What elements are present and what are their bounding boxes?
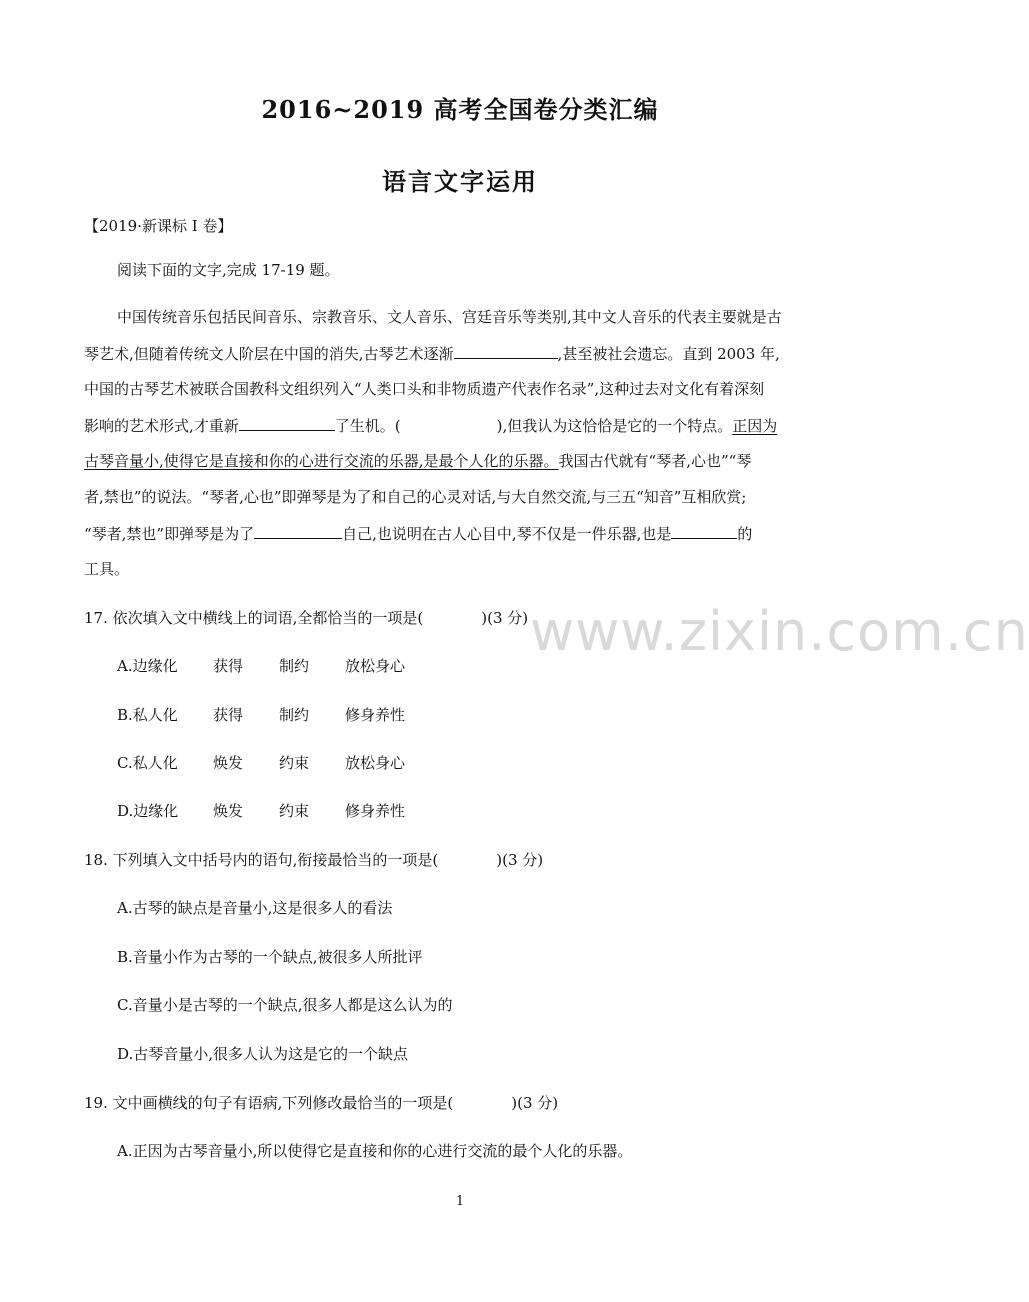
passage-text: 影响的艺术形式,才重新 <box>84 417 239 435</box>
passage-text: 我国古代就有“琴者,心也”“琴 <box>558 452 752 470</box>
option-cell: B.私人化 <box>117 706 178 724</box>
passage-line <box>84 343 840 364</box>
question-score: )(3 分) <box>481 609 529 627</box>
q18-option-c: C.音量小是古琴的一个缺点,很多人都是这么认为的 <box>117 996 453 1014</box>
question-18-stem <box>84 850 840 870</box>
passage-text: “琴者,禁也”即弹琴是为了 <box>84 525 255 543</box>
passage-line: 中国传统音乐包括民间音乐、宗教音乐、文人音乐、宫廷音乐等类别,其中文人音乐的代表主要就是古 <box>117 308 782 326</box>
question-text: 18. 下列填入文中括号内的语句,衔接最恰当的一项是( <box>84 851 439 869</box>
q17-option-b <box>117 705 405 725</box>
question-score: )(3 分) <box>496 851 544 869</box>
page-title: 2016~2019 高考全国卷分类汇编 <box>261 95 659 124</box>
passage-line: 工具。 <box>84 560 130 578</box>
page-subtitle: 语言文字运用 <box>382 167 538 196</box>
option-cell: A.边缘化 <box>117 657 178 675</box>
question-text: 17. 依次填入文中横线上的词语,全都恰当的一项是( <box>84 609 424 627</box>
q17-option-d <box>117 801 405 821</box>
watermark: www.zixin.com.cn <box>530 600 1029 663</box>
underlined-sentence: 正因为 <box>732 417 778 435</box>
question-19-stem <box>84 1093 840 1113</box>
passage-text: 的 <box>737 525 753 543</box>
option-cell: C.私人化 <box>117 754 178 772</box>
option-cell: 焕发 <box>213 802 244 820</box>
passage-text: ),但我认为这恰恰是它的一个特点。 <box>496 417 733 435</box>
page-number: 1 <box>455 1194 465 1209</box>
option-cell: 约束 <box>279 802 310 820</box>
passage-text: 琴艺术,但随着传统文人阶层在中国的消失,古琴艺术逐渐 <box>84 345 454 363</box>
question-text: 19. 文中画横线的句子有语病,下列修改最恰当的一项是( <box>84 1094 454 1112</box>
passage-line: 中国的古琴艺术被联合国教科文组织列入“人类口头和非物质遗产代表作名录”,这种过去对文化有着深刻 <box>84 380 765 398</box>
option-cell: 制约 <box>279 657 310 675</box>
option-cell: 约束 <box>279 754 310 772</box>
fill-blank <box>671 523 737 539</box>
option-cell: D.边缘化 <box>117 802 179 820</box>
question-score: )(3 分) <box>511 1094 559 1112</box>
option-cell: 获得 <box>213 657 244 675</box>
underlined-sentence: 古琴音量小,使得它是直接和你的心进行交流的乐器,是最个人化的乐器。 <box>84 452 559 470</box>
option-cell: 制约 <box>279 706 310 724</box>
option-cell: 修身养性 <box>345 706 406 724</box>
fill-blank <box>239 415 335 431</box>
option-cell: 放松身心 <box>345 657 406 675</box>
section-tag: 【2019·新课标 I 卷】 <box>84 217 233 235</box>
option-cell: 焕发 <box>213 754 244 772</box>
passage-text: ,甚至被社会遗忘。直到 2003 年, <box>557 345 780 363</box>
passage-line <box>84 451 840 471</box>
passage-line <box>84 415 840 436</box>
option-cell: 修身养性 <box>345 802 406 820</box>
passage-text: 了生机。( <box>334 417 401 435</box>
passage-line <box>84 523 840 544</box>
fill-blank <box>254 523 342 539</box>
passage-line: 者,禁也”的说法。“琴者,心也”即弹琴是为了和自己的心灵对话,与大自然交流,与三五“知音”互相欣赏; <box>84 488 747 506</box>
q19-option-a: A.正因为古琴音量小,所以使得它是直接和你的心进行交流的最个人化的乐器。 <box>117 1142 633 1160</box>
q18-option-b: B.音量小作为古琴的一个缺点,被很多人所批评 <box>117 948 423 966</box>
q17-option-c <box>117 753 405 773</box>
option-cell: 放松身心 <box>345 754 406 772</box>
q17-option-a <box>117 656 405 676</box>
fill-blank <box>454 343 558 359</box>
q18-option-a: A.古琴的缺点是音量小,这是很多人的看法 <box>117 899 393 917</box>
passage-text: 自己,也说明在古人心目中,琴不仅是一件乐器,也是 <box>342 525 672 543</box>
option-cell: 获得 <box>213 706 244 724</box>
q18-option-d: D.古琴音量小,很多人认为这是它的一个缺点 <box>117 1045 409 1063</box>
instruction: 阅读下面的文字,完成 17-19 题。 <box>117 261 340 279</box>
